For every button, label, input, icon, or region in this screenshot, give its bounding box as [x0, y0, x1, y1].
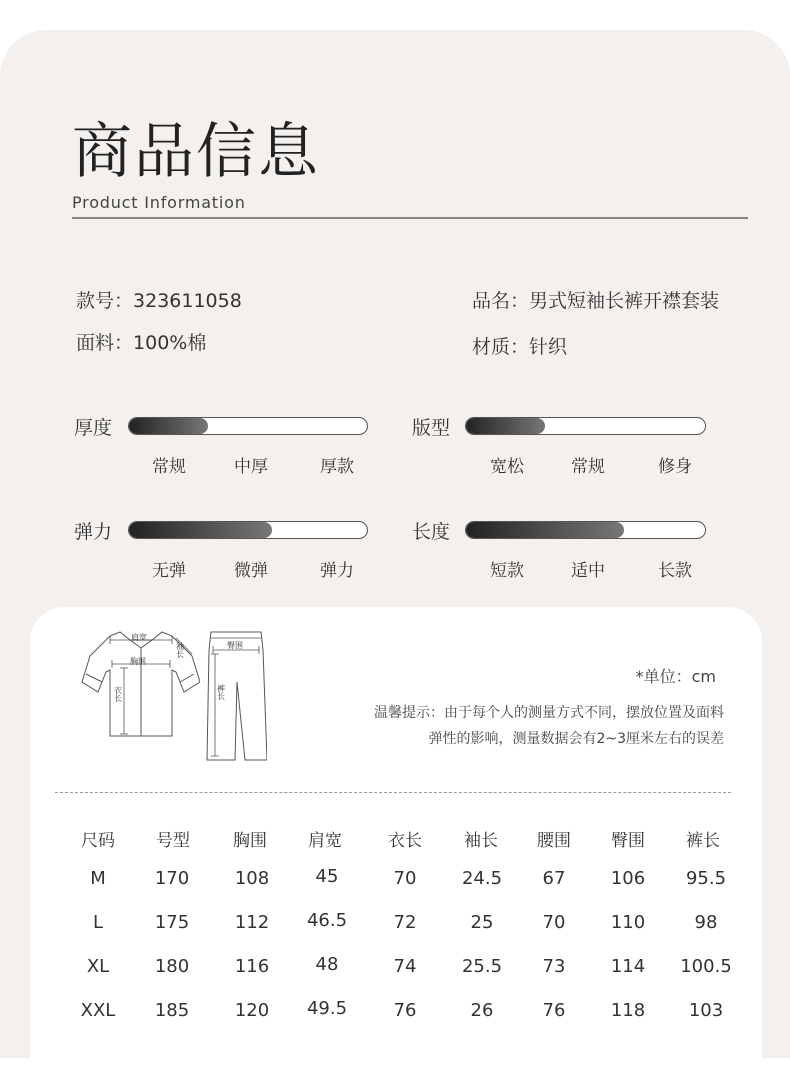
fit-option: 常规	[571, 457, 605, 477]
length-option: 短款	[490, 561, 524, 581]
table-header: 衣长	[388, 831, 422, 851]
style-number	[76, 286, 242, 313]
shirt-shoulder-label: 肩宽	[131, 633, 147, 642]
fit-option: 宽松	[490, 457, 524, 477]
thickness-label: 厚度	[74, 417, 113, 439]
pants-diagram	[205, 630, 267, 766]
table-cell: 72	[393, 912, 417, 933]
table-cell: 114	[610, 956, 646, 977]
table-header: 腰围	[537, 831, 571, 851]
table-cell: 76	[542, 1000, 566, 1021]
table-cell: 24.5	[461, 868, 503, 889]
table-cell: 73	[542, 956, 566, 977]
table-header: 尺码	[81, 831, 115, 851]
table-header: 袖长	[464, 831, 498, 851]
table-header: 胸围	[233, 831, 267, 851]
table-cell: 116	[234, 956, 270, 977]
fit-option: 修身	[658, 457, 692, 477]
elasticity-bar	[128, 521, 368, 539]
fit-label: 版型	[412, 417, 451, 439]
table-header: 臀围	[611, 831, 645, 851]
table-cell: 185	[154, 1000, 190, 1021]
material-value: 针织	[529, 336, 568, 358]
material	[472, 332, 567, 359]
measurement-tip-line: 弹性的影响，测量数据会有2~3厘米左右的误差	[428, 731, 724, 747]
table-cell: XXL	[80, 1000, 116, 1021]
measurement-tip	[304, 700, 724, 752]
table-cell: 70	[542, 912, 566, 933]
thickness-option: 常规	[152, 457, 186, 477]
table-cell: 175	[154, 912, 190, 933]
pants-hip-label: 臀围	[227, 641, 243, 650]
elasticity-option: 弹力	[320, 561, 354, 581]
table-cell: 76	[393, 1000, 417, 1021]
table-cell: 100.5	[680, 956, 732, 977]
pants-length-label: 裤长	[216, 684, 226, 700]
table-cell: 120	[234, 1000, 270, 1021]
style-number-value: 323611058	[133, 290, 242, 312]
table-cell: 25	[470, 912, 494, 933]
product-name-value: 男式短袖长裤开襟套装	[529, 290, 720, 312]
table-cell: 26	[470, 1000, 494, 1021]
shirt-sleeve-label: 袖长	[175, 642, 185, 658]
table-cell: 98	[694, 912, 718, 933]
product-name	[472, 286, 719, 313]
thickness-option: 中厚	[234, 457, 268, 477]
elasticity-label: 弹力	[74, 521, 113, 543]
page-title: 商品信息	[72, 117, 320, 187]
table-cell: 45	[315, 866, 339, 887]
table-cell: 112	[234, 912, 270, 933]
table-header: 裤长	[686, 831, 720, 851]
table-cell: 70	[393, 868, 417, 889]
table-cell: 25.5	[461, 956, 503, 977]
table-cell: 48	[315, 954, 339, 975]
thickness-option: 厚款	[320, 457, 354, 477]
unit-note: *单位：cm	[635, 667, 716, 686]
length-option: 适中	[571, 561, 605, 581]
fit-bar-fill	[466, 418, 545, 434]
table-cell: 49.5	[306, 998, 348, 1019]
length-bar-fill	[466, 522, 624, 538]
table-cell: 67	[542, 868, 566, 889]
table-cell: 74	[393, 956, 417, 977]
product-name-label: 品名：	[472, 290, 530, 312]
shirt-length-label: 衣长	[113, 686, 123, 702]
table-cell: 95.5	[685, 868, 727, 889]
table-cell: 170	[154, 868, 190, 889]
table-cell: 118	[610, 1000, 646, 1021]
thickness-bar-fill	[129, 418, 208, 434]
fabric	[76, 328, 206, 355]
material-label: 材质：	[472, 336, 530, 358]
elasticity-option: 微弹	[234, 561, 268, 581]
elasticity-option: 无弹	[152, 561, 186, 581]
table-cell: 106	[610, 868, 646, 889]
elasticity-bar-fill	[129, 522, 272, 538]
table-header: 肩宽	[308, 831, 342, 851]
measurement-tip-line: 温馨提示：由于每个人的测量方式不同，摆放位置及面料	[374, 705, 724, 721]
fabric-label: 面料：	[76, 332, 134, 354]
table-cell: 108	[234, 868, 270, 889]
thickness-bar	[128, 417, 368, 435]
fit-bar	[465, 417, 706, 435]
title-divider	[72, 217, 748, 219]
page-subtitle: Product Information	[72, 193, 246, 212]
table-cell: 180	[154, 956, 190, 977]
shirt-diagram	[80, 626, 200, 744]
style-number-label: 款号：	[76, 290, 134, 312]
table-cell: M	[90, 868, 106, 889]
table-cell: 110	[610, 912, 646, 933]
dashed-divider	[55, 792, 731, 793]
length-label: 长度	[412, 521, 451, 543]
table-cell: 46.5	[306, 910, 348, 931]
table-header: 号型	[156, 831, 190, 851]
table-cell: 103	[688, 1000, 724, 1021]
length-bar	[465, 521, 706, 539]
fabric-value: 100%棉	[133, 332, 207, 354]
shirt-chest-label: 胸围	[130, 657, 146, 666]
length-option: 长款	[658, 561, 692, 581]
table-cell: L	[92, 912, 104, 933]
table-cell: XL	[86, 956, 110, 977]
